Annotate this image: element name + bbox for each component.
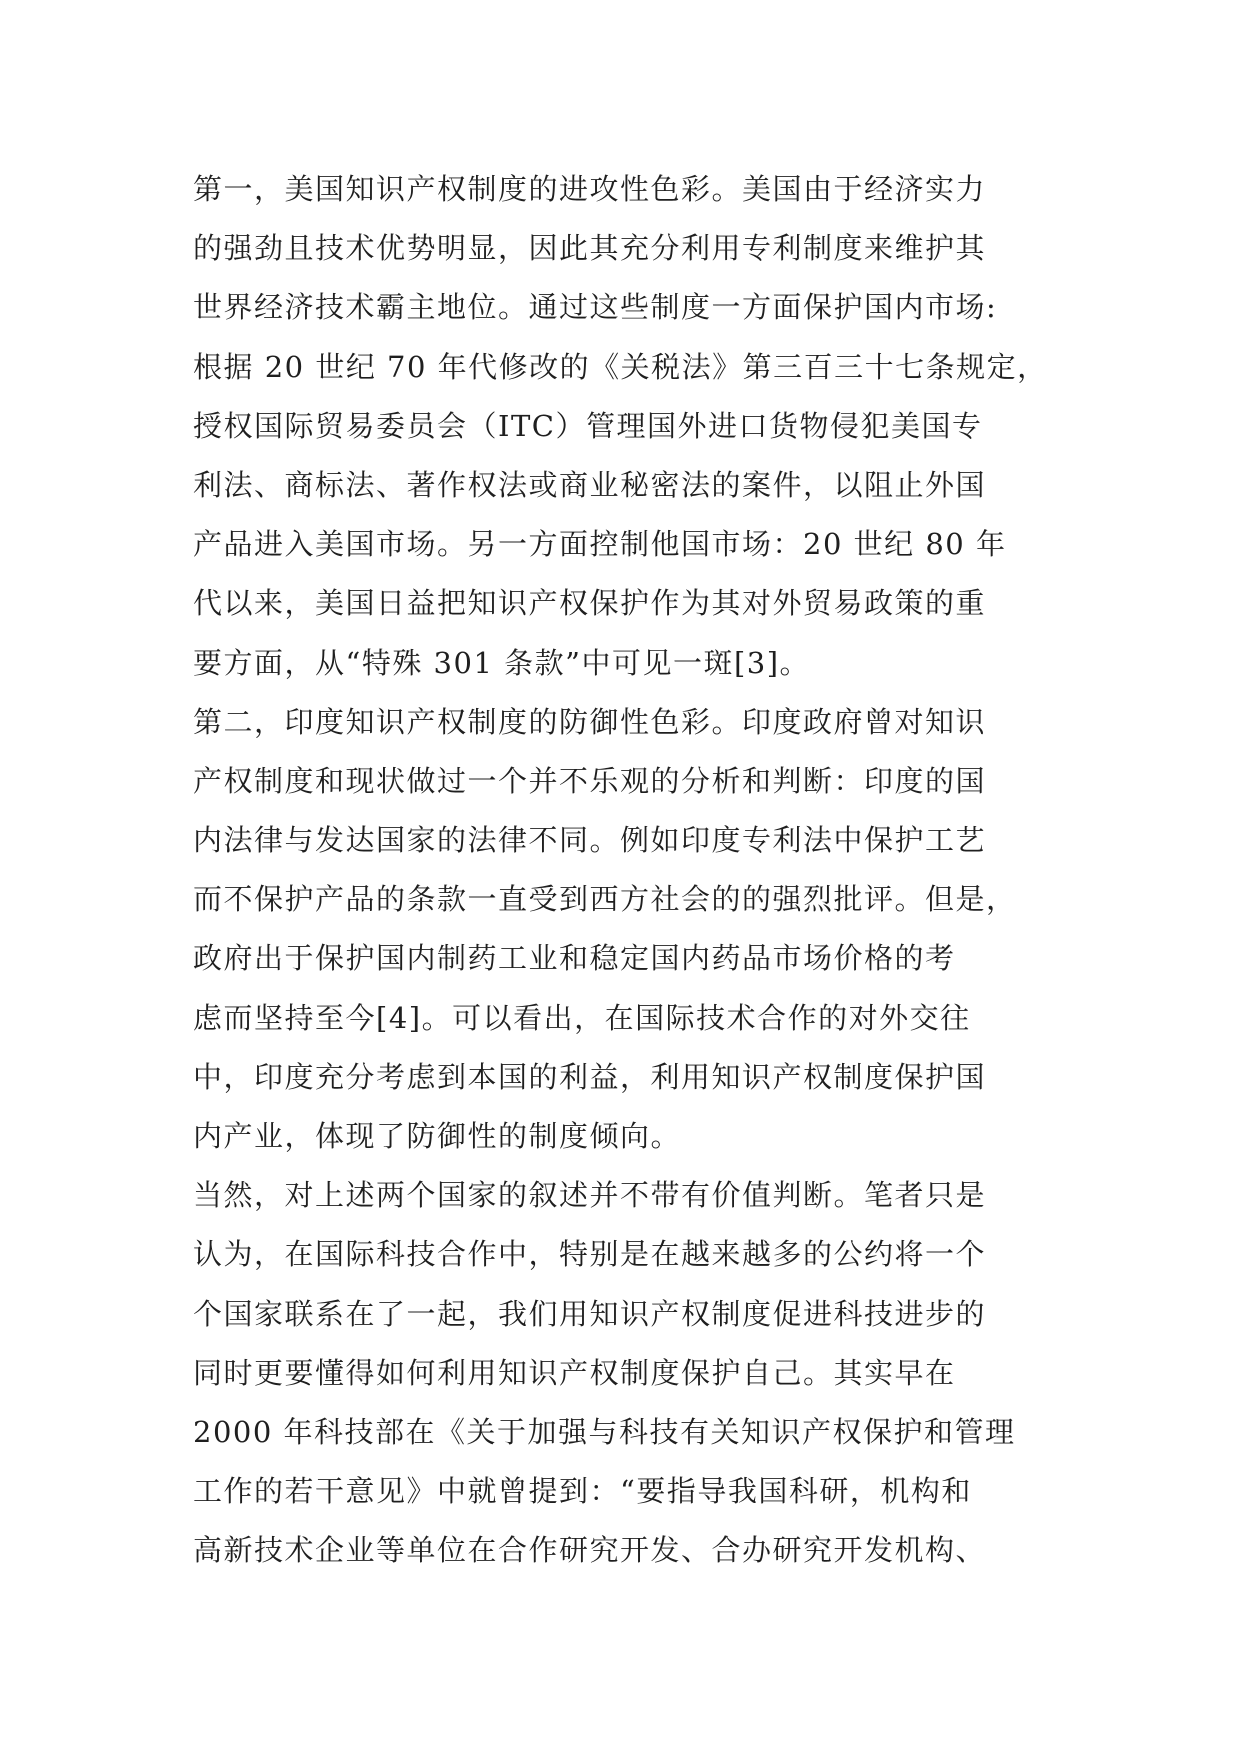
text-line: 要方面，从“特殊 301 条款”中可见一斑[3]。 [193, 645, 811, 680]
text-line: 产权制度和现状做过一个并不乐观的分析和判断：印度的国 [193, 763, 987, 798]
body-text [193, 160, 1063, 1581]
text-line: 内法律与发达国家的法律不同。例如印度专利法中保护工艺 [193, 823, 987, 858]
text-line: 世界经济技术霸主地位。通过这些制度一方面保护国内市场: [193, 290, 998, 325]
text-line: 代以来，美国日益把知识产权保护作为其对外贸易政策的重 [193, 586, 987, 621]
text-line: 根据 20 世纪 70 年代修改的《关税法》第三百三十七条规定， [193, 349, 1048, 384]
text-line: 认为，在国际科技合作中，特别是在越来越多的公约将一个 [193, 1237, 987, 1272]
text-line: 当然，对上述两个国家的叙述并不带有价值判断。笔者只是 [193, 1178, 987, 1213]
text-line: 工作的若干意见》中就曾提到：“要指导我国科研，机构和 [193, 1474, 972, 1509]
text-line: 的强劲且技术优势明显，因此其充分利用专利制度来维护其 [193, 231, 987, 266]
text-line: 内产业，体现了防御性的制度倾向。 [193, 1119, 682, 1153]
text-line: 第二，印度知识产权制度的防御性色彩。印度政府曾对知识 [193, 704, 987, 739]
text-line: 高新技术企业等单位在合作研究开发、合办研究开发机构、 [193, 1533, 987, 1568]
text-line: 虑而坚持至今[4]。可以看出，在国际技术合作的对外交往 [193, 1000, 971, 1035]
text-line: 同时更要懂得如何利用知识产权制度保护自己。其实早在 [193, 1355, 956, 1390]
text-line: 个国家联系在了一起，我们用知识产权制度促进科技进步的 [193, 1296, 987, 1331]
text-line: 中，印度充分考虑到本国的利益，利用知识产权制度保护国 [193, 1059, 987, 1094]
text-line: 政府出于保护国内制药工业和稳定国内药品市场价格的考 [193, 941, 956, 976]
text-line: 2000 年科技部在《关于加强与科技有关知识产权保护和管理 [193, 1414, 1016, 1449]
text-line: 而不保护产品的条款一直受到西方社会的的强烈批评。但是， [193, 882, 1017, 917]
text-line: 产品进入美国市场。另一方面控制他国市场：20 世纪 80 年 [193, 527, 1007, 562]
text-line: 利法、商标法、著作权法或商业秘密法的案件，以阻止外国 [193, 467, 987, 502]
text-line: 授权国际贸易委员会（ITC）管理国外进口货物侵犯美国专 [193, 408, 983, 443]
text-line: 第一，美国知识产权制度的进攻性色彩。美国由于经济实力 [193, 172, 987, 206]
